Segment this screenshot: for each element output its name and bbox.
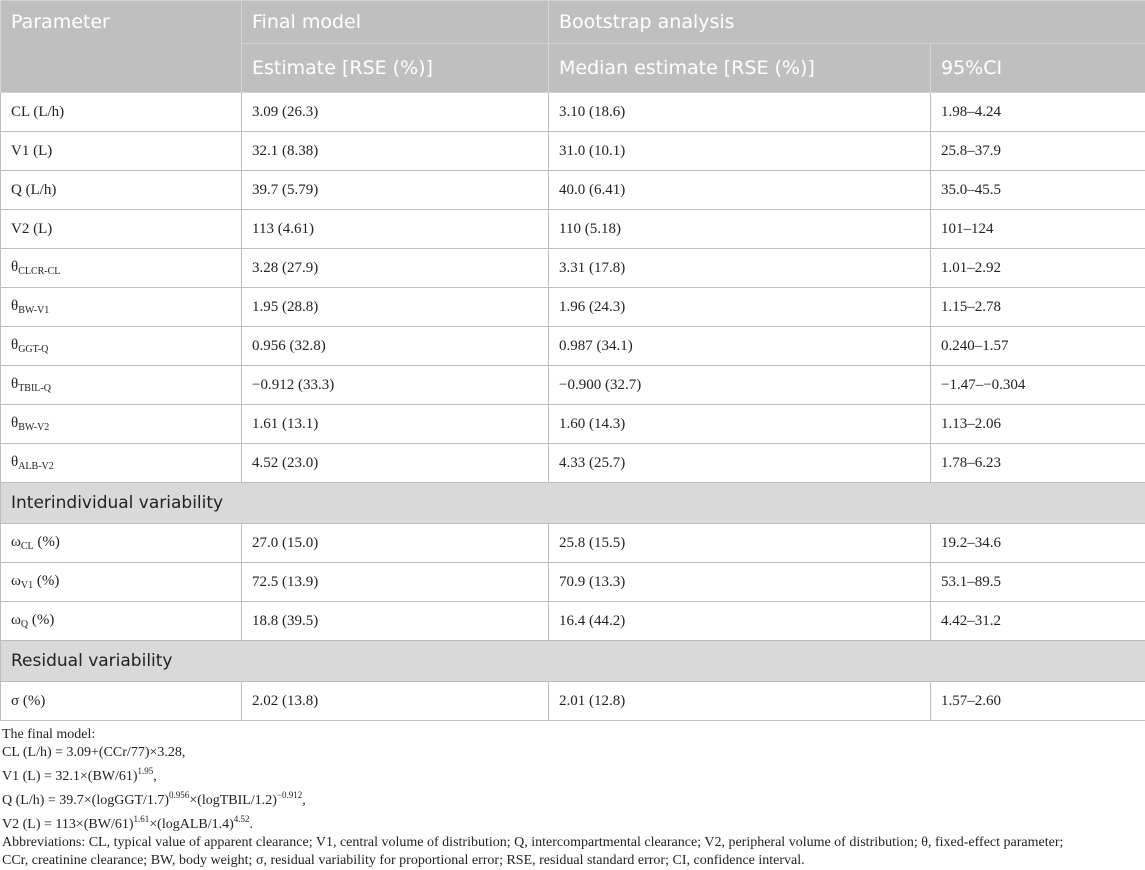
table-row xyxy=(1,524,1145,563)
table-footnotes xyxy=(2,726,1063,870)
table-row xyxy=(1,171,1145,210)
param-unit: (%) xyxy=(34,534,60,550)
estimate-cell: 27.0 (15.0) xyxy=(242,524,549,563)
ci-cell: 1.15–2.78 xyxy=(931,288,1145,327)
table-row xyxy=(1,327,1145,366)
median-cell: −0.900 (32.7) xyxy=(549,366,931,405)
equation-text: ×(logTBIL/1.2) xyxy=(189,793,277,808)
estimate-cell: 3.28 (27.9) xyxy=(242,249,549,288)
table-row xyxy=(1,563,1145,602)
header-bootstrap: Bootstrap analysis xyxy=(549,1,1145,44)
param-subscript: CL xyxy=(21,541,34,552)
param-symbol: θ xyxy=(11,298,18,314)
equation-text: , xyxy=(302,793,306,808)
section-row-residual xyxy=(1,641,1145,682)
ci-cell: 1.57–2.60 xyxy=(931,682,1145,721)
estimate-cell: 72.5 (13.9) xyxy=(242,563,549,602)
param-symbol: θ xyxy=(11,415,18,431)
param-cell xyxy=(1,524,242,563)
param-cell: σ (%) xyxy=(1,682,242,721)
ci-cell: 4.42–31.2 xyxy=(931,602,1145,641)
param-cell: Q (L/h) xyxy=(1,171,242,210)
abbreviations-line-2: CCr, creatinine clearance; BW, body weight; σ, residual variability for proportional error; RSE, residual standard error; CI, confidence interval. xyxy=(2,852,1063,870)
param-symbol: θ xyxy=(11,259,18,275)
ci-cell: 1.01–2.92 xyxy=(931,249,1145,288)
abbreviations-line-1: Abbreviations: CL, typical value of apparent clearance; V1, central volume of distribution; Q, intercompartmental clearance; V2, peripheral volume of distribution; θ, fixed-effect parameter; xyxy=(2,834,1063,852)
equation-exponent: 4.52 xyxy=(234,814,250,824)
median-cell: 3.31 (17.8) xyxy=(549,249,931,288)
ci-cell: 53.1–89.5 xyxy=(931,563,1145,602)
param-symbol: ω xyxy=(11,534,21,550)
section-row-interindividual xyxy=(1,483,1145,524)
equation-text: , xyxy=(153,769,157,784)
estimate-cell: 0.956 (32.8) xyxy=(242,327,549,366)
ci-cell: 0.240–1.57 xyxy=(931,327,1145,366)
header-estimate: Estimate [RSE (%)] xyxy=(242,44,549,93)
ci-cell: 19.2–34.6 xyxy=(931,524,1145,563)
param-cell: V1 (L) xyxy=(1,132,242,171)
equation-text: V1 (L) = 32.1×(BW/61) xyxy=(2,769,138,784)
param-subscript: BW-V2 xyxy=(18,422,49,433)
median-cell: 4.33 (25.7) xyxy=(549,444,931,483)
estimate-cell: −0.912 (33.3) xyxy=(242,366,549,405)
param-cell xyxy=(1,602,242,641)
table-row xyxy=(1,602,1145,641)
ci-cell: 1.78–6.23 xyxy=(931,444,1145,483)
table-row xyxy=(1,249,1145,288)
median-cell: 25.8 (15.5) xyxy=(549,524,931,563)
table-row xyxy=(1,682,1145,721)
median-cell: 3.10 (18.6) xyxy=(549,93,931,132)
param-unit: (%) xyxy=(33,573,59,589)
param-cell xyxy=(1,249,242,288)
param-symbol: θ xyxy=(11,376,18,392)
param-cell xyxy=(1,563,242,602)
header-median-estimate: Median estimate [RSE (%)] xyxy=(549,44,931,93)
param-cell: V2 (L) xyxy=(1,210,242,249)
equation-text: ×(logALB/1.4) xyxy=(149,817,234,832)
param-cell: CL (L/h) xyxy=(1,93,242,132)
table-row xyxy=(1,210,1145,249)
ci-cell: 1.98–4.24 xyxy=(931,93,1145,132)
ci-cell: 1.13–2.06 xyxy=(931,405,1145,444)
table-row xyxy=(1,366,1145,405)
param-subscript: CLCR-CL xyxy=(18,266,60,277)
estimate-cell: 18.8 (39.5) xyxy=(242,602,549,641)
median-cell: 16.4 (44.2) xyxy=(549,602,931,641)
param-symbol: ω xyxy=(11,612,21,628)
median-cell: 2.01 (12.8) xyxy=(549,682,931,721)
param-subscript: BW-V1 xyxy=(18,305,49,316)
header-parameter: Parameter xyxy=(1,1,242,93)
param-subscript: ALB-V2 xyxy=(18,461,54,472)
table-row xyxy=(1,444,1145,483)
median-cell: 1.96 (24.3) xyxy=(549,288,931,327)
equation-exponent: −0.912 xyxy=(277,790,302,800)
param-symbol: θ xyxy=(11,454,18,470)
param-subscript: GGT-Q xyxy=(18,344,48,355)
param-unit: (%) xyxy=(28,612,54,628)
ci-cell: 101–124 xyxy=(931,210,1145,249)
param-subscript: TBIL-Q xyxy=(18,383,51,394)
equation-v1 xyxy=(2,762,1063,786)
equation-q xyxy=(2,786,1063,810)
equation-v2 xyxy=(2,810,1063,834)
median-cell: 31.0 (10.1) xyxy=(549,132,931,171)
table-row xyxy=(1,405,1145,444)
table-row xyxy=(1,288,1145,327)
estimate-cell: 4.52 (23.0) xyxy=(242,444,549,483)
estimate-cell: 1.95 (28.8) xyxy=(242,288,549,327)
param-cell xyxy=(1,444,242,483)
table-row xyxy=(1,132,1145,171)
param-cell xyxy=(1,366,242,405)
estimate-cell: 2.02 (13.8) xyxy=(242,682,549,721)
section-label: Residual variability xyxy=(1,641,1145,682)
equation-text: Q (L/h) = 39.7×(logGGT/1.7) xyxy=(2,793,169,808)
header-ci: 95%CI xyxy=(931,44,1145,93)
ci-cell: 35.0–45.5 xyxy=(931,171,1145,210)
header-final-model: Final model xyxy=(242,1,549,44)
equation-text: V2 (L) = 113×(BW/61) xyxy=(2,817,134,832)
table-row xyxy=(1,93,1145,132)
param-symbol: θ xyxy=(11,337,18,353)
param-subscript: Q xyxy=(21,619,28,630)
footnote-intro: The final model: xyxy=(2,726,1063,744)
estimate-cell: 39.7 (5.79) xyxy=(242,171,549,210)
equation-text: . xyxy=(250,817,254,832)
param-symbol: ω xyxy=(11,573,21,589)
estimate-cell: 1.61 (13.1) xyxy=(242,405,549,444)
param-cell xyxy=(1,327,242,366)
param-cell xyxy=(1,405,242,444)
equation-cl: CL (L/h) = 3.09+(CCr/77)×3.28, xyxy=(2,744,1063,762)
median-cell: 1.60 (14.3) xyxy=(549,405,931,444)
param-subscript: V1 xyxy=(21,580,33,591)
equation-exponent: 1.61 xyxy=(134,814,150,824)
estimate-cell: 3.09 (26.3) xyxy=(242,93,549,132)
median-cell: 110 (5.18) xyxy=(549,210,931,249)
estimate-cell: 32.1 (8.38) xyxy=(242,132,549,171)
param-cell xyxy=(1,288,242,327)
median-cell: 0.987 (34.1) xyxy=(549,327,931,366)
equation-exponent: 1.95 xyxy=(138,766,154,776)
ci-cell: −1.47–−0.304 xyxy=(931,366,1145,405)
section-label: Interindividual variability xyxy=(1,483,1145,524)
median-cell: 70.9 (13.3) xyxy=(549,563,931,602)
median-cell: 40.0 (6.41) xyxy=(549,171,931,210)
estimate-cell: 113 (4.61) xyxy=(242,210,549,249)
ci-cell: 25.8–37.9 xyxy=(931,132,1145,171)
equation-exponent: 0.956 xyxy=(169,790,189,800)
